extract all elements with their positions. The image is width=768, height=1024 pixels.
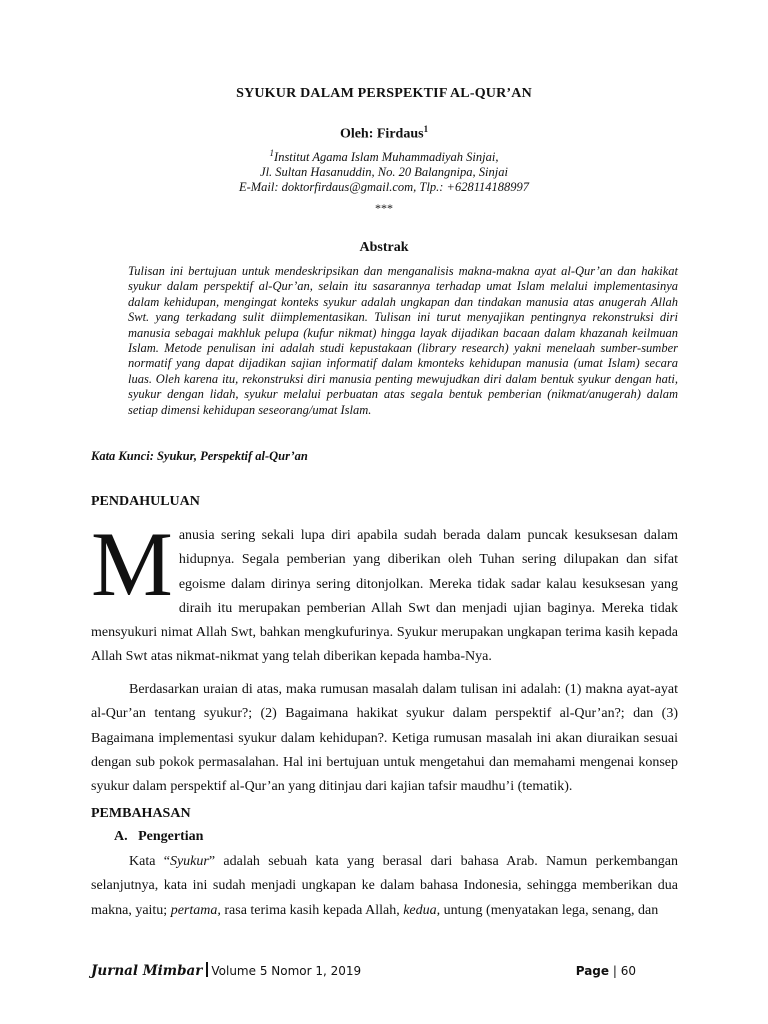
section-heading-pendahuluan: PENDAHULUAN xyxy=(91,494,200,509)
intro-paragraph-2: Berdasarkan uraian di atas, maka rumusan masalah dalam tulisan ini adalah: (1) makna ayat-ayat al-Qur’an tentang syukur?; (2) Bagaimana hakikat syukur dalam perspektif al-Qur’an?; dan (3) Bagaimana implementasi syukur dalam kehidupan?. Ketiga rumusan masalah ini akan diuraikan sesuai dengan sub pokok permasalahan. Hal ini bertujuan untuk mengetahui dan memahami mengenai konsep syukur dalam perspektif al-Qur’an yang ditinjau dari kajian tafsir maudhu’i (tematik). xyxy=(91,682,678,795)
affiliation-footnote-mark: 1 xyxy=(269,148,275,158)
page-number-block xyxy=(576,964,636,978)
journal-volume: Volume 5 Nomor 1, 2019 xyxy=(211,964,362,978)
separator-stars: *** xyxy=(375,201,393,215)
page-separator: | xyxy=(609,964,621,978)
author-line xyxy=(0,124,768,143)
pengertian-paragraph: Kata “Syukur” adalah sebuah kata yang berasal dari bahasa Arab. Namun perkembangan selanjutnya, kata ini sudah menjadi ungkapan ke dalam bahasa Indonesia, sehingga memberikan dua makna, yaitu; pertama, rasa terima kasih kepada Allah, kedua, untung (menyatakan lega, senang, dan xyxy=(91,854,678,918)
footer-divider xyxy=(206,962,208,977)
term-syukur: Syukur xyxy=(169,854,209,869)
subsection-heading-pengertian: A. Pengertian xyxy=(114,829,204,844)
intro-paragraph-1-text: anusia sering sekali lupa diri apabila sudah berada dalam puncak kesuksesan dalam hidupnya. Segala pemberian yang diberikan oleh Tuhan sering dilupakan dan sifat egoisme dalam dirinya sering ditonjolkan. Mereka tidak sadar kalau kesuksesan yang diraih itu merupakan pemberian Allah Swt dan menjadi ujian baginya. Mereka tidak mensyukuri nimat Allah Swt, bahkan mengkufurinya. Syukur merupakan ungkapan terima kasih kepada Allah Swt atas nikmat-nikmat yang telah diberikan kepada hamba-Nya. xyxy=(91,528,678,665)
article-title: SYUKUR DALAM PERSPEKTIF AL-QUR’AN xyxy=(236,86,532,101)
abstract-heading: Abstrak xyxy=(359,240,409,255)
drop-cap: M xyxy=(91,513,173,615)
keywords: Kata Kunci: Syukur, Perspektif al-Qur’an xyxy=(91,449,308,463)
abstract-text: Tulisan ini bertujuan untuk mendeskripsikan dan menganalisis makna-makna ayat al-Qur’an dan hakikat syukur dalam perspektif al-Qur’an, selain itu sasarannya terhadap umat Islam melalui implementasinya dalam kehidupan, mengingat konteks syukur adalah ungkapan dan tindakan manusia atas anugerah Allah Swt. yang terkadang sulit diimplementasikan. Tulisan ini turut menyajikan pentingnya rekonstruksi diri manusia sebagai makhluk pelupa (kufur nikmat) hingga layak dijadikan bacaan dalam khazanah keilmuan Islam. Metode penulisan ini adalah studi kepustakaan (library research) yakni menelaah sumber-sumber normatif yang dapat dijadikan sajian informatif dalam kmonteks kehidupan manusia (umat Islam) secara luas. Oleh karena itu, rekonstruksi diri manusia penting mewujudkan diri dalam bentuk syukur dengan hati, syukur dengan lidah, syukur melalui perbuatan atas segala bentuk pemberian (nikmat/anugerah) dalam setiap dimensi kehidupan seseorang/umat Islam. xyxy=(128,264,678,417)
page-number: 60 xyxy=(620,964,636,978)
term-pertama: pertama, xyxy=(170,902,221,918)
author-footnote-mark: 1 xyxy=(423,124,429,134)
journal-name: Jurnal Mimbar xyxy=(91,963,203,979)
page-footer xyxy=(91,962,678,982)
affiliation-block xyxy=(0,146,768,195)
affiliation-line-1: $^1$Institut Agama Islam Muhammadiyah Sinjai, xyxy=(269,148,499,165)
intro-paragraph-1 xyxy=(91,513,678,670)
affiliation-line-2: Jl. Sultan Hasanuddin, No. 20 Balangnipa, Sinjai xyxy=(260,165,508,180)
affiliation-line-3: E-Mail: doktorfirdaus@gmail.com, Tlp.: +628114188997 xyxy=(238,180,530,195)
term-kedua: kedua, xyxy=(403,902,441,918)
section-heading-pembahasan: PEMBAHASAN xyxy=(91,806,191,821)
page-label: Page xyxy=(575,964,610,978)
author-name: Oleh: Firdaus xyxy=(339,126,424,142)
